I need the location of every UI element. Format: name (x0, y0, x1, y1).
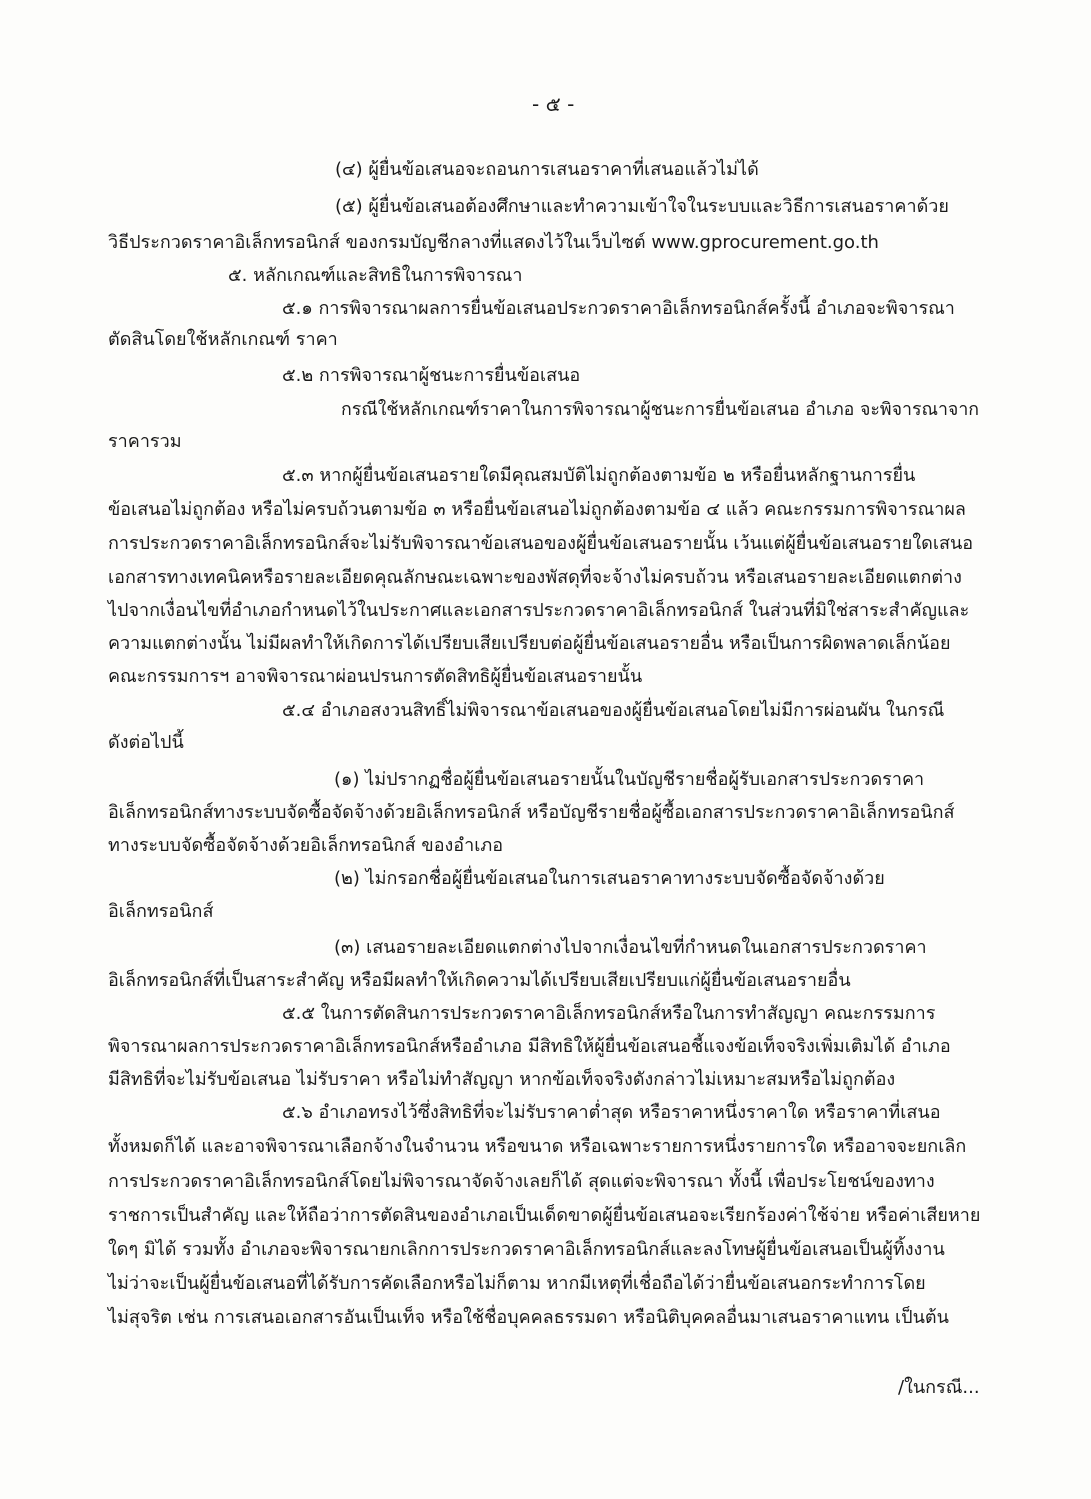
clause-5-6-l3: การประกวดราคาอิเล็กทรอนิกส์โดยไม่พิจารณาจัดจ้างเลยก็ได้ สุดแต่จะพิจารณา ทั้งนี้ เพื่อประโยชน์ของทาง (108, 1171, 935, 1192)
clause-5-3-l4: เอกสารทางเทคนิคหรือรายละเอียดคุณลักษณะเฉพาะของพัสดุที่จะจ้างไม่ครบถ้วน หรือเสนอรายละเอียดแตกต่าง (108, 567, 962, 588)
clause-5-3-l5: ไปจากเงื่อนไขที่อำเภอกำหนดไว้ในประกาศและเอกสารประกวดราคาอิเล็กทรอนิกส์ ในส่วนที่มิใช่สาระสำคัญและ (108, 600, 970, 621)
clause-5-4-item-2: (๒) ไม่กรอกชื่อผู้ยื่นข้อเสนอในการเสนอราคาทางระบบจัดซื้อจัดจ้างด้วย (334, 868, 885, 889)
clause-5-3-l7: คณะกรรมการฯ อาจพิจารณาผ่อนปรนการตัดสิทธิผู้ยื่นข้อเสนอรายนั้น (108, 666, 643, 687)
clause-5-6: ๕.๖ อำเภอทรงไว้ซึ่งสิทธิที่จะไม่รับราคาต่ำสุด หรือราคาหนึ่งราคาใด หรือราคาที่เสนอ (282, 1102, 941, 1123)
section-5-heading: ๕. หลักเกณฑ์และสิทธิในการพิจารณา (228, 265, 523, 286)
clause-5-2: ๕.๒ การพิจารณาผู้ชนะการยื่นข้อเสนอ (282, 365, 581, 386)
clause-5-4-item-1-l3: ทางระบบจัดซื้อจัดจ้างด้วยอิเล็กทรอนิกส์ ของอำเภอ (108, 835, 504, 856)
clause-5-3-l3: การประกวดราคาอิเล็กทรอนิกส์จะไม่รับพิจารณาข้อเสนอของผู้ยื่นข้อเสนอรายนั้น เว้นแต่ผู้ยื่นข้อเสนอรายใดเสนอ (108, 533, 974, 554)
clause-4-item-5-cont: วิธีประกวดราคาอิเล็กทรอนิกส์ ของกรมบัญชีกลางที่แสดงไว้ในเว็บไซต์ www.gprocurement.go.th (108, 232, 879, 253)
clause-5-6-l7: ไม่สุจริต เช่น การเสนอเอกสารอันเป็นเท็จ หรือใช้ชื่อบุคคลธรรมดา หรือนิติบุคคลอื่นมาเสนอราคาแทน เป็นต้น (108, 1307, 949, 1328)
clause-5-5-l2: พิจารณาผลการประกวดราคาอิเล็กทรอนิกส์หรืออำเภอ มีสิทธิให้ผู้ยื่นข้อเสนอชี้แจงข้อเท็จจริงเพิ่มเติมได้ อำเภอ (108, 1036, 951, 1057)
clause-5-4-item-2-l2: อิเล็กทรอนิกส์ (108, 901, 214, 922)
footer-continuation: /ในกรณี... (898, 1377, 980, 1398)
clause-5-4-item-3-l2: อิเล็กทรอนิกส์ที่เป็นสาระสำคัญ หรือมีผลทำให้เกิดความได้เปรียบเสียเปรียบแก่ผู้ยื่นข้อเสนอรายอื่น (108, 970, 851, 991)
clause-4-item-5: (๕) ผู้ยื่นข้อเสนอต้องศึกษาและทำความเข้าใจในระบบและวิธีการเสนอราคาด้วย (335, 196, 949, 217)
clause-5-1: ๕.๑ การพิจารณาผลการยื่นข้อเสนอประกวดราคาอิเล็กทรอนิกส์ครั้งนี้ อำเภอจะพิจารณา (282, 298, 955, 319)
clause-5-4-cont: ดังต่อไปนี้ (108, 732, 184, 753)
clause-5-1-cont: ตัดสินโดยใช้หลักเกณฑ์ ราคา (108, 329, 338, 350)
clause-5-3: ๕.๓ หากผู้ยื่นข้อเสนอรายใดมีคุณสมบัติไม่ถูกต้องตามข้อ ๒ หรือยื่นหลักฐานการยื่น (282, 465, 916, 486)
clause-5-2-sub: กรณีใช้หลักเกณฑ์ราคาในการพิจารณาผู้ชนะการยื่นข้อเสนอ อำเภอ จะพิจารณาจาก (341, 400, 980, 420)
clause-5-3-l2: ข้อเสนอไม่ถูกต้อง หรือไม่ครบถ้วนตามข้อ ๓ หรือยื่นข้อเสนอไม่ถูกต้องตามข้อ ๔ แล้ว คณะกรรมการพิจารณาผล (108, 499, 966, 520)
clause-4-item-4: (๔) ผู้ยื่นข้อเสนอจะถอนการเสนอราคาที่เสนอแล้วไม่ได้ (335, 159, 759, 180)
clause-5-2-cont: ราคารวม (108, 431, 182, 452)
clause-5-4-item-3: (๓) เสนอรายละเอียดแตกต่างไปจากเงื่อนไขที่กำหนดในเอกสารประกวดราคา (334, 937, 927, 958)
clause-5-6-l5: ใดๆ มิได้ รวมทั้ง อำเภอจะพิจารณายกเลิกการประกวดราคาอิเล็กทรอนิกส์และลงโทษผู้ยื่นข้อเสนอเป็นผู้ทิ้งงาน (108, 1239, 945, 1260)
clause-5-6-l6: ไม่ว่าจะเป็นผู้ยื่นข้อเสนอที่ได้รับการคัดเลือกหรือไม่ก็ตาม หากมีเหตุที่เชื่อถือได้ว่ายื่นข้อเสนอกระทำการโดย (108, 1273, 926, 1294)
page-number: - ๕ - (532, 92, 575, 116)
clause-5-4-item-1-l2: อิเล็กทรอนิกส์ทางระบบจัดซื้อจัดจ้างด้วยอิเล็กทรอนิกส์ หรือบัญชีรายชื่อผู้ซื้อเอกสารประกวดราคาอิเล็กทรอนิกส์ (108, 802, 955, 823)
clause-5-6-l4: ราชการเป็นสำคัญ และให้ถือว่าการตัดสินของอำเภอเป็นเด็ดขาดผู้ยื่นข้อเสนอจะเรียกร้องค่าใช้จ่าย หรือค่าเสียหาย (108, 1205, 981, 1226)
clause-5-4-item-1: (๑) ไม่ปรากฏชื่อผู้ยื่นข้อเสนอรายนั้นในบัญชีรายชื่อผู้รับเอกสารประกวดราคา (334, 769, 925, 790)
clause-5-3-l6: ความแตกต่างนั้น ไม่มีผลทำให้เกิดการได้เปรียบเสียเปรียบต่อผู้ยื่นข้อเสนอรายอื่น หรือเป็นการผิดพลาดเล็กน้อย (108, 633, 951, 654)
clause-5-5: ๕.๕ ในการตัดสินการประกวดราคาอิเล็กทรอนิกส์หรือในการทำสัญญา คณะกรรมการ (282, 1003, 936, 1024)
clause-5-6-l2: ทั้งหมดก็ได้ และอาจพิจารณาเลือกจ้างในจำนวน หรือขนาด หรือเฉพาะรายการหนึ่งรายการใด หรืออาจจะยกเลิก (108, 1136, 967, 1157)
clause-5-4: ๕.๔ อำเภอสงวนสิทธิ์ไม่พิจารณาข้อเสนอของผู้ยื่นข้อเสนอโดยไม่มีการผ่อนผัน ในกรณี (282, 700, 945, 721)
clause-5-5-l3: มีสิทธิที่จะไม่รับข้อเสนอ ไม่รับราคา หรือไม่ทำสัญญา หากข้อเท็จจริงดังกล่าวไม่เหมาะสมหรือไม่ถูกต้อง (108, 1069, 896, 1090)
